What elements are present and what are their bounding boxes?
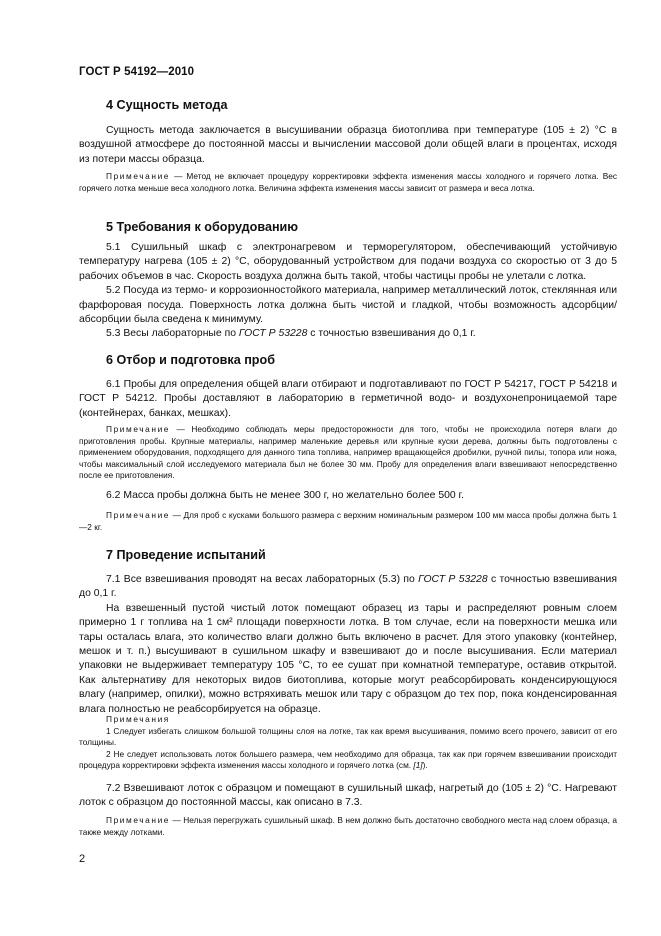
note-2	[79, 749, 617, 772]
text: 2 Не следует использовать лоток большего размера, чем необходимо для образца, так как при горячем взвешивании происходит процедура корректировки эффекта изменения массы холодного и горячего лотка (см.	[79, 748, 617, 771]
section-7-text	[79, 573, 617, 717]
text: 7.1 Все взвешивания проводят на весах лабораторных (5.3) по	[106, 574, 419, 585]
section-6-text-2	[79, 489, 617, 503]
note-label: Примечание	[106, 424, 171, 434]
section-4-text	[79, 124, 617, 167]
section-6-text	[79, 378, 617, 421]
note-label: Примечание	[106, 171, 171, 181]
bibliography-reference: [1]	[413, 760, 423, 771]
section-6-note-1	[79, 424, 617, 482]
paragraph: Сущность метода заключается в высушивании образца биотоплива при температуре (105 ± 2) °С в воздушной атмосфере до постоянной массы и вычислении массовой доли общей влаги в процентах, исходя из потери массы образца.	[79, 125, 617, 165]
section-5-title: 5 Требования к оборудованию	[106, 220, 299, 234]
section-5-text	[79, 241, 617, 342]
text: с точностью взвешивания до 0,1 г.	[307, 328, 476, 340]
standard-reference: ГОСТ Р 53228	[418, 574, 488, 585]
page-number: 2	[79, 853, 86, 865]
paragraph-7-2: 7.2 Взвешивают лоток с образцом и помещают в сушильный шкаф, нагретый до (105 ± 2) °С. Нагревают лоток с образцом до постоянной массы, как описано в 7.3.	[79, 783, 617, 809]
section-7-note-3	[79, 815, 617, 838]
text: с точностью взвешивания до 0,1 г.	[79, 574, 617, 600]
section-7-notes	[79, 714, 617, 772]
note-text: — Нельзя перегружать сушильный шкаф. В нем должно быть достаточно свободного места над слоем образца, а также между лотками.	[79, 815, 617, 837]
note-text: — Необходимо соблюдать меры предосторожности для того, чтобы не происходила потеря влаги до приготовления пробы. Крупные материалы, например маленькие деревья или крупные куски дерева, должны быть подготовлены с применением оборудования, подходящего для данного типа топлива, например вращающейся дробилки, ручной пилы, топора или ножа, чтобы максимальный слой исследуемого материала был не более 30 мм. Пробу для определения влаги взвешивают непосредственно после ее приготовления.	[79, 424, 617, 481]
document-header: ГОСТ Р 54192—2010	[79, 66, 195, 78]
paragraph-6-1: 6.1 Пробы для определения общей влаги отбирают и подготавливают по ГОСТ Р 54217, ГОСТ Р 54218 и ГОСТ Р 54212. Пробы доставляют в лабораторию в герметичной водо- и воздухонепроницаемой таре (контейнерах, банках, мешках).	[79, 379, 617, 419]
section-6-note-2	[79, 510, 617, 533]
section-4-note	[79, 171, 617, 194]
paragraph-6-2: 6.2 Масса пробы должна быть не менее 300 г, но желательно более 500 г.	[106, 490, 464, 501]
section-6-title: 6 Отбор и подготовка проб	[106, 353, 275, 367]
note-text: — Метод не включает процедуру корректировки эффекта изменения массы холодного и горячего лотка. Вес горячего лотка меньше веса холодного лотка. Величина эффекта изменения массы зависит от размера и веса лотка.	[79, 171, 617, 193]
standard-reference: ГОСТ Р 53228	[238, 328, 308, 340]
note-label: Примечание	[106, 510, 171, 520]
section-4-title: 4 Сущность метода	[106, 98, 228, 112]
paragraph-5-2: 5.2 Посуда из термо- и коррозионностойкого материала, например металлический лоток, стеклянная или фарфоровая посуда. Поверхность лотка должна быть чистой и гладкой, чтобы возможность адсорбции/абсорбции была сведена к минимуму.	[79, 285, 617, 326]
paragraph-7-1-continued: На взвешенный пустой чистый лоток помещают образец из тары и распределяют ровным слоем примерно 1 г топлива на 1 см² площади поверхности лотка. В том случае, если на поверхности мешка или тары осталась влага, это количество влаги должно быть включено в расчет. Для этого упаковку (контейнер, мешок и т. п.) высушивают в сушильном шкафу и взвешивают до и после высушивания. Если материал упаковки не выдерживает температуру 105 °С, то ее сушат при комнатной температуре, оставив открытой. Как альтернативу для некоторых видов биотоплива, которые могут реабсорбировать конденсирующуюся влагу (например, опилки), можно встряхивать мешок или тару с образцом до тех пор, пока конденсированная влага полностью не реабсорбируется на образце.	[79, 602, 617, 715]
note-label: Примечание	[106, 815, 171, 825]
section-7-text-2	[79, 782, 617, 811]
section-7-title: 7 Проведение испытаний	[106, 548, 266, 562]
text: ).	[422, 760, 428, 771]
note-text: — Для проб с кусками большого размера с верхним номинальным размером 100 мм масса пробы должна быть 1—2 кг.	[79, 510, 617, 532]
notes-label: Примечания	[106, 714, 170, 724]
paragraph-5-3	[79, 327, 617, 341]
note-1: 1 Следует избегать слишком большой толщины слоя на лотке, так как время высушивания, помимо всего прочего, зависит от его толщины.	[79, 725, 617, 748]
text: 5.3 Весы лабораторные по	[106, 328, 239, 340]
paragraph-5-1: 5.1 Сушильный шкаф с электронагревом и терморегулятором, обеспечивающий устойчивую температуру нагрева (105 ± 2) °С, оборудованный устройством для подачи воздуха со скоростью от 3 до 5 рабочих объемов в час. Скорость воздуха должна быть такой, чтобы частицы пробы не улетали с лотка.	[79, 242, 617, 282]
paragraph-7-1	[79, 573, 617, 602]
